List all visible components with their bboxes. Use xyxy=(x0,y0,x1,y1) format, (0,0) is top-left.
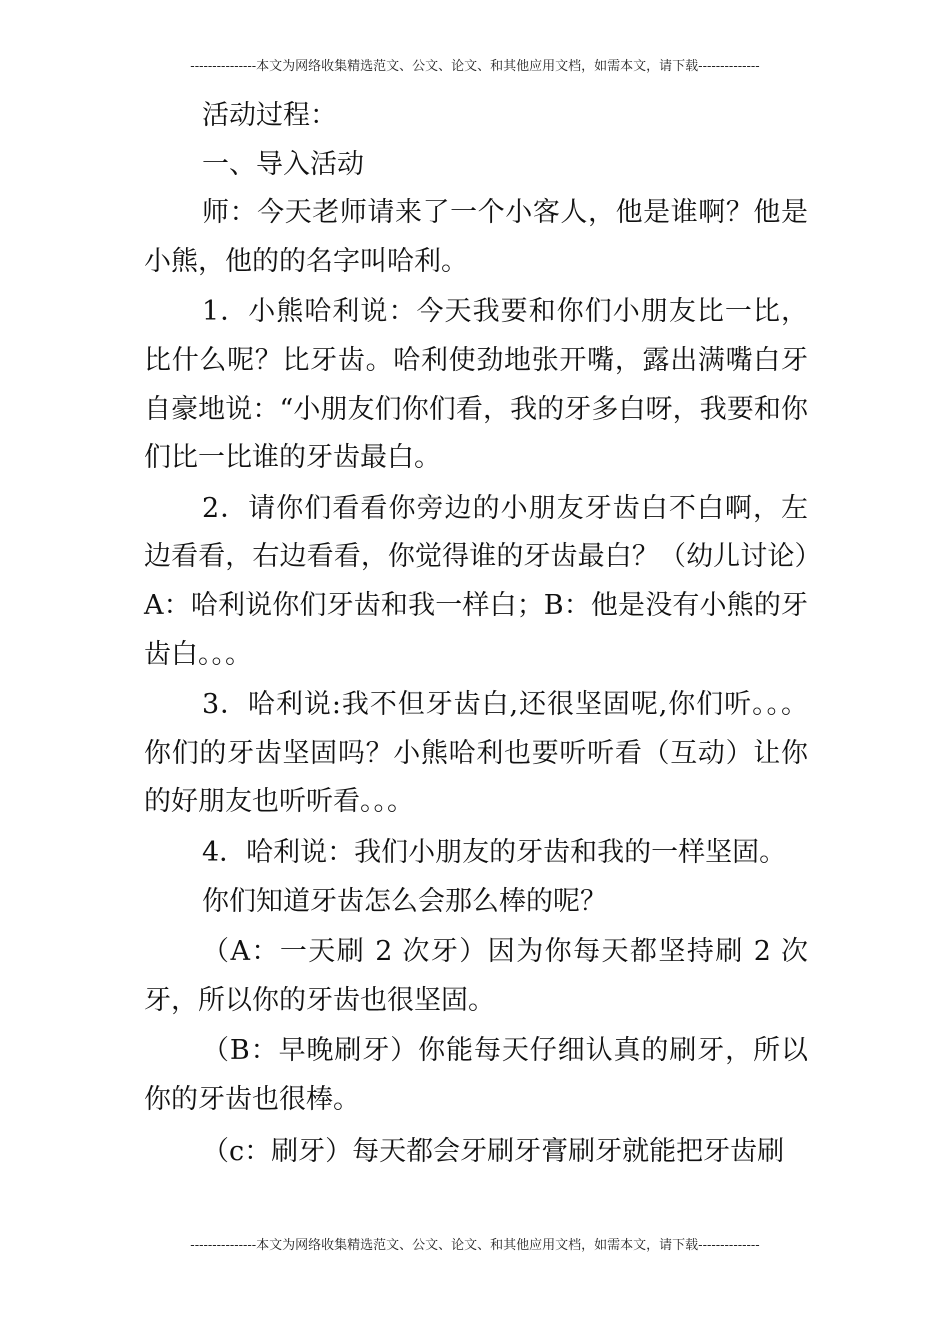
paragraph-step-2: 2．请你们看看你旁边的小朋友牙齿白不白啊，左边看看，右边看看，你觉得谁的牙齿最白？（幼儿讨论）A：哈利说你们牙齿和我一样白；B：他是没有小熊的牙齿白。。。 xyxy=(144,492,808,670)
paragraph-teacher-intro: 师：今天老师请来了一个小客人，他是谁啊？他是小熊，他的的名字叫哈利。 xyxy=(144,197,808,277)
paragraph-question: 你们知道牙齿怎么会那么棒的呢？ xyxy=(202,885,607,917)
footer-banner: ---------------本文为网络收集精选范文、公文、论文、和其他应用文档，如需本文，请下载-------------- xyxy=(190,1238,760,1253)
document-body xyxy=(144,92,808,1177)
paragraph-step-1: 1．小熊哈利说：今天我要和你们小朋友比一比，比什么呢？比牙齿。哈利使劲地张开嘴，露出满嘴白牙自豪地说：“小朋友们你们看，我的牙多白呀，我要和你们比一比谁的牙齿最白。 xyxy=(144,296,808,474)
paragraph-answer-c: （c：刷牙）每天都会牙刷牙膏刷牙就能把牙齿刷 xyxy=(202,1136,785,1168)
paragraph-answer-b: （B：早晚刷牙）你能每天仔细认真的刷牙，所以你的牙齿也很棒。 xyxy=(144,1035,808,1115)
paragraph-step-3: 3．哈利说:我不但牙齿白,还很坚固呢,你们听。。。你们的牙齿坚固吗？小熊哈利也要听听看（互动）让你的好朋友也听听看。。。 xyxy=(144,689,808,818)
paragraph-activity-process: 活动过程： xyxy=(202,100,337,131)
paragraph-section-intro: 一、导入活动 xyxy=(202,148,364,180)
paragraph-answer-a: （A：一天刷 2 次牙）因为你每天都坚持刷 2 次牙，所以你的牙齿也很坚固。 xyxy=(144,936,808,1016)
header-banner: ---------------本文为网络收集精选范文、公文、论文、和其他应用文档，如需本文，请下载-------------- xyxy=(190,59,760,74)
paragraph-step-4: 4．哈利说：我们小朋友的牙齿和我的一样坚固。 xyxy=(202,836,787,868)
